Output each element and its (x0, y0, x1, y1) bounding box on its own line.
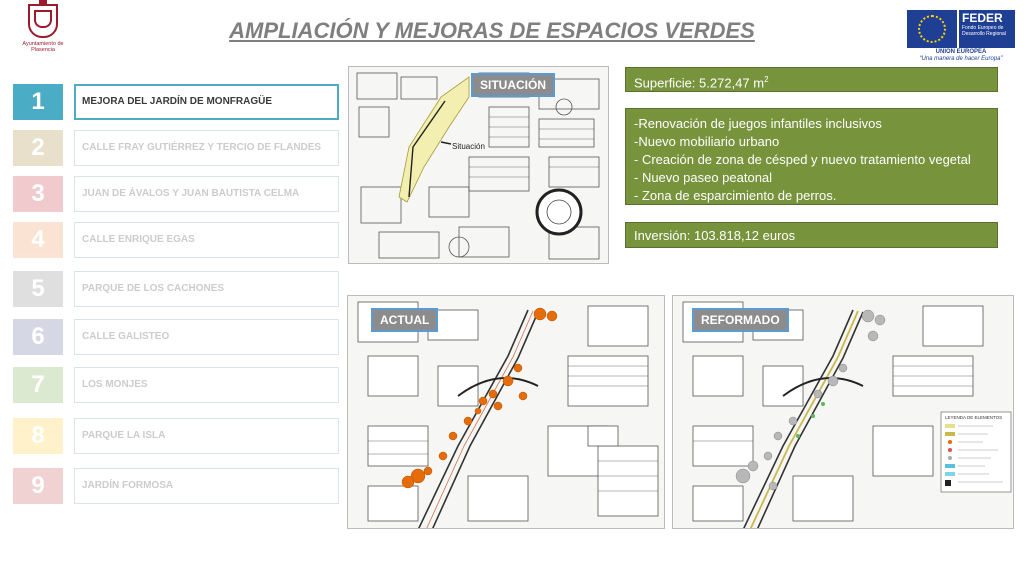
works-item: -Nuevo mobiliario urbano (634, 134, 780, 149)
nav-item-number: 1 (13, 84, 63, 120)
nav-item-label: JUAN DE ÁVALOS Y JUAN BAUTISTA CELMA (74, 176, 339, 212)
situation-callout: Situación (452, 142, 485, 151)
surface-unit-sup: 2 (764, 75, 769, 84)
nav-item-label: PARQUE DE LOS CACHONES (74, 271, 339, 307)
investment-box (625, 222, 998, 248)
nav-item-7[interactable] (13, 367, 339, 403)
nav-item-label: LOS MONJES (74, 367, 339, 403)
works-item: - Nuevo paseo peatonal (634, 170, 773, 185)
page-title: AMPLIACIÓN Y MEJORAS DE ESPACIOS VERDES (229, 18, 755, 43)
eu-motto: “Una manera de hacer Europa” (919, 56, 1003, 62)
nav-item-8[interactable] (13, 418, 339, 454)
nav-item-number: 4 (13, 222, 63, 258)
nav-item-9[interactable] (13, 468, 339, 504)
nav-item-label: PARQUE LA ISLA (74, 418, 339, 454)
current-label: ACTUAL (371, 308, 438, 332)
nav-item-number: 7 (13, 367, 63, 403)
surface-box (625, 67, 998, 92)
eu-feder-badge (907, 10, 1015, 62)
renovated-map (672, 295, 1014, 529)
nav-item-number: 8 (13, 418, 63, 454)
nav-item-number: 6 (13, 319, 63, 355)
nav-item-label: JARDÍN FORMOSA (74, 468, 339, 504)
works-item: - Creación de zona de césped y nuevo tratamiento vegetal (634, 152, 971, 167)
nav-item-2[interactable] (13, 130, 339, 166)
eu-union-label: UNIÓN EUROPEA (935, 49, 987, 55)
situation-map (348, 66, 609, 264)
nav-item-5[interactable] (13, 271, 339, 307)
nav-item-label: MEJORA DEL JARDÍN DE MONFRAGÜE (74, 84, 339, 120)
nav-item-4[interactable] (13, 222, 339, 258)
feder-title: FEDER (962, 11, 1003, 25)
investment-text: Inversión: 103.818,12 euros (634, 228, 796, 243)
works-item: - Zona de esparcimiento de perros. (634, 188, 837, 203)
current-state-map (347, 295, 665, 529)
nav-item-number: 2 (13, 130, 63, 166)
feder-subtitle: Fondo Europeo de Desarrollo Regional (962, 25, 1006, 37)
nav-item-label: CALLE ENRIQUE EGAS (74, 222, 339, 258)
works-list-box (625, 108, 998, 205)
surface-text: Superficie: 5.272,47 m (634, 75, 765, 91)
nav-item-number: 5 (13, 271, 63, 307)
eu-flag-icon (907, 10, 957, 48)
nav-item-number: 9 (13, 468, 63, 504)
situation-label: SITUACIÓN (471, 73, 555, 97)
renovated-label: REFORMADO (692, 308, 789, 332)
nav-item-number: 3 (13, 176, 63, 212)
nav-item-3[interactable] (13, 176, 339, 212)
works-item: -Renovación de juegos infantiles inclusivos (634, 116, 882, 131)
nav-item-1[interactable] (13, 84, 339, 120)
nav-item-label: CALLE GALISTEO (74, 319, 339, 355)
nav-item-6[interactable] (13, 319, 339, 355)
legend-title: LEYENDA DE ELEMENTOS (945, 415, 1003, 420)
city-logo-caption: Ayuntamiento de Plasencia (22, 41, 64, 53)
nav-item-label: CALLE FRAY GUTIÉRREZ Y TERCIO DE FLANDES (74, 130, 339, 166)
